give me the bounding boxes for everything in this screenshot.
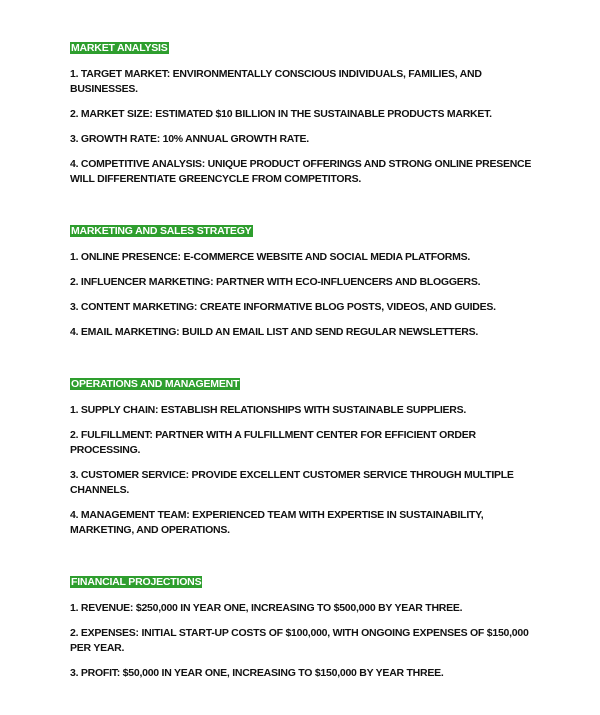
list-item: 3. CUSTOMER SERVICE: PROVIDE EXCELLENT CUSTOMER SERVICE THROUGH MULTIPLE CHANNELS. xyxy=(70,469,514,496)
list-item: 2. EXPENSES: INITIAL START-UP COSTS OF $100,000, WITH ONGOING EXPENSES OF $150,000 PER YEAR. xyxy=(70,627,529,654)
document-page xyxy=(70,38,540,715)
list-item: 1. TARGET MARKET: ENVIRONMENTALLY CONSCIOUS INDIVIDUALS, FAMILIES, AND BUSINESSES. xyxy=(70,68,482,95)
section-operations-and-management xyxy=(70,374,540,538)
list-item: 2. MARKET SIZE: ESTIMATED $10 BILLION IN THE SUSTAINABLE PRODUCTS MARKET. xyxy=(70,108,492,120)
section-heading: MARKET ANALYSIS xyxy=(71,42,168,54)
section-market-analysis xyxy=(70,38,540,187)
list-item: 3. GROWTH RATE: 10% ANNUAL GROWTH RATE. xyxy=(70,133,309,145)
list-item: 1. REVENUE: $250,000 IN YEAR ONE, INCREASING TO $500,000 BY YEAR THREE. xyxy=(70,602,463,614)
list-item: 2. INFLUENCER MARKETING: PARTNER WITH ECO-INFLUENCERS AND BLOGGERS. xyxy=(70,276,481,288)
list-item: 3. PROFIT: $50,000 IN YEAR ONE, INCREASING TO $150,000 BY YEAR THREE. xyxy=(70,667,444,679)
list-item: 3. CONTENT MARKETING: CREATE INFORMATIVE BLOG POSTS, VIDEOS, AND GUIDES. xyxy=(70,301,496,313)
section-heading: MARKETING AND SALES STRATEGY xyxy=(71,225,252,237)
section-heading: FINANCIAL PROJECTIONS xyxy=(71,576,202,588)
section-marketing-and-sales-strategy xyxy=(70,221,540,340)
list-item: 4. COMPETITIVE ANALYSIS: UNIQUE PRODUCT OFFERINGS AND STRONG ONLINE PRESENCE WILL DIFFERENTIATE GREENCYCLE FROM COMPETITORS. xyxy=(70,158,532,185)
section-heading: OPERATIONS AND MANAGEMENT xyxy=(71,378,240,390)
list-item: 4. MANAGEMENT TEAM: EXPERIENCED TEAM WITH EXPERTISE IN SUSTAINABILITY, MARKETING, AND OPERATIONS. xyxy=(70,509,484,536)
list-item: 4. EMAIL MARKETING: BUILD AN EMAIL LIST AND SEND REGULAR NEWSLETTERS. xyxy=(70,326,479,338)
section-financial-projections xyxy=(70,572,540,681)
list-item: 2. FULFILLMENT: PARTNER WITH A FULFILLMENT CENTER FOR EFFICIENT ORDER PROCESSING. xyxy=(70,429,476,456)
list-item: 1. SUPPLY CHAIN: ESTABLISH RELATIONSHIPS WITH SUSTAINABLE SUPPLIERS. xyxy=(70,404,467,416)
list-item: 1. ONLINE PRESENCE: E-COMMERCE WEBSITE AND SOCIAL MEDIA PLATFORMS. xyxy=(70,251,471,263)
